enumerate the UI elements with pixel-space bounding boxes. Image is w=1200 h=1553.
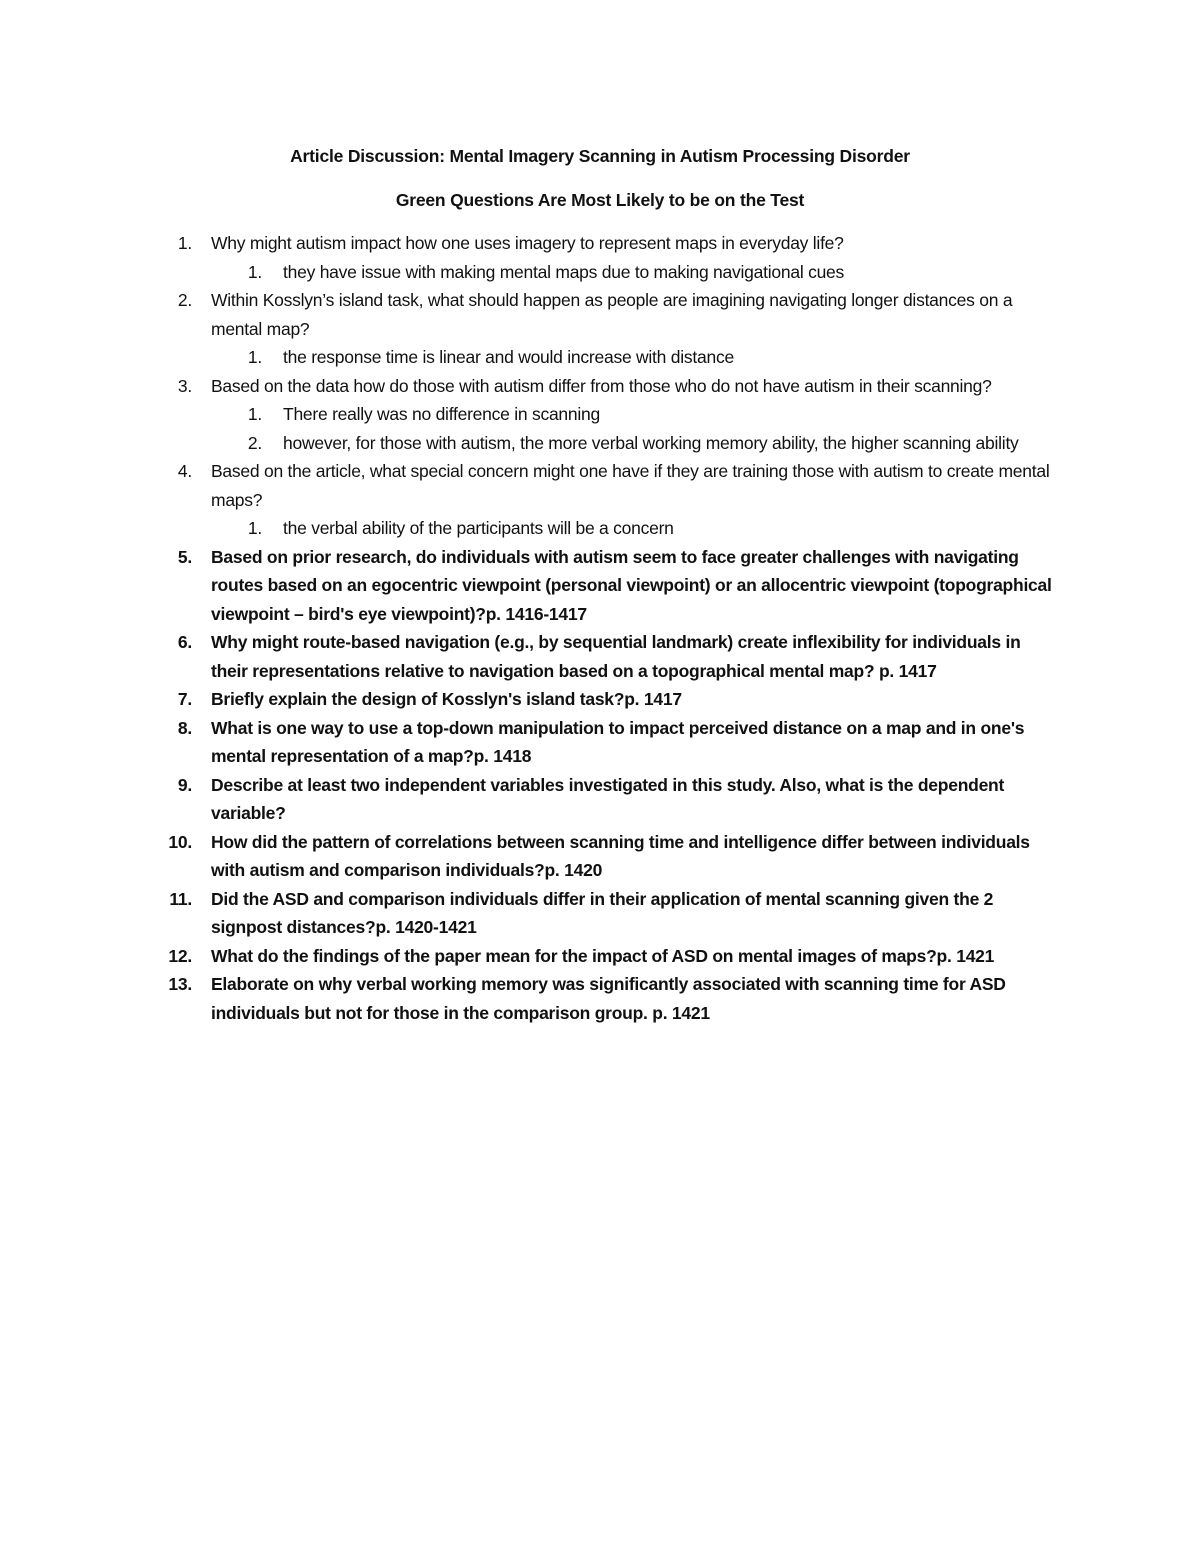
question-item xyxy=(0,885,1200,942)
question-text: What do the findings of the paper mean for the impact of ASD on mental images of maps?p. 1421 xyxy=(211,945,995,966)
question-number: 5. xyxy=(177,546,192,567)
answer-number: 1. xyxy=(247,347,262,367)
question-item xyxy=(0,286,1200,343)
answer-item xyxy=(0,258,1200,287)
question-number: 6. xyxy=(177,632,192,652)
answer-item xyxy=(0,429,1200,458)
answer-text: however, for those with autism, the more verbal working memory ability, the higher scanning ability xyxy=(283,432,1019,453)
answer-number: 1. xyxy=(247,404,262,424)
question-item xyxy=(0,714,1200,771)
question-text: Why might route-based navigation (e.g., by sequential landmark) create inflexibility for individuals in their representations relative to navigation based on a topographical mental map? p. 1417 xyxy=(211,632,1021,681)
question-item xyxy=(0,771,1200,828)
question-number: 8. xyxy=(177,717,192,738)
question-item xyxy=(0,828,1200,885)
question-number: 1. xyxy=(177,233,192,253)
question-item xyxy=(0,685,1200,714)
question-number: 7. xyxy=(177,689,192,709)
question-text: Based on the data how do those with autism differ from those who do not have autism in their scanning? xyxy=(211,375,992,396)
question-number: 9. xyxy=(177,774,192,795)
question-number: 4. xyxy=(177,461,192,481)
question-number: 2. xyxy=(177,290,192,310)
answer-text: they have issue with making mental maps due to making navigational cues xyxy=(283,261,845,282)
answer-number: 1. xyxy=(247,261,262,282)
question-item xyxy=(0,942,1200,971)
question-item xyxy=(0,970,1200,1027)
question-number: 13. xyxy=(168,974,192,994)
document-subtitle: Green Questions Are Most Likely to be on the Test xyxy=(395,190,805,210)
question-list xyxy=(0,229,1200,1027)
question-item xyxy=(0,543,1200,629)
answer-item xyxy=(0,514,1200,543)
question-text: What is one way to use a top-down manipulation to impact perceived distance on a map and in one's mental representation of a map?p. 1418 xyxy=(211,717,1025,766)
question-number: 11. xyxy=(169,888,192,909)
question-text: Briefly explain the design of Kosslyn's island task?p. 1417 xyxy=(211,689,682,709)
answer-item xyxy=(0,343,1200,372)
document-title: Article Discussion: Mental Imagery Scanning in Autism Processing Disorder xyxy=(290,146,910,166)
question-number: 12. xyxy=(168,945,192,966)
answer-number: 1. xyxy=(247,518,262,538)
question-text: Elaborate on why verbal working memory was significantly associated with scanning time for ASD individuals but not for those in the comparison group. p. 1421 xyxy=(211,974,1006,1023)
question-text: Describe at least two independent variables investigated in this study. Also, what is the dependent variable? xyxy=(211,774,1005,823)
question-text: Did the ASD and comparison individuals differ in their application of mental scanning given the 2 signpost distances?p. 1420-1421 xyxy=(211,888,994,937)
question-text: How did the pattern of correlations between scanning time and intelligence differ between individuals with autism and comparison individuals?p. 1420 xyxy=(211,831,1030,880)
question-item xyxy=(0,457,1200,514)
question-text: Based on the article, what special concern might one have if they are training those with autism to create mental maps? xyxy=(211,461,1050,510)
answer-text: the response time is linear and would increase with distance xyxy=(283,347,734,367)
question-number: 3. xyxy=(177,375,192,396)
answer-item xyxy=(0,400,1200,429)
question-text: Based on prior research, do individuals with autism seem to face greater challenges with navigating routes based on an egocentric viewpoint (personal viewpoint) or an allocentric viewpoint (topographical viewpoint – bird's eye viewpoint)?p. 1416-1417 xyxy=(211,546,1052,624)
answer-text: There really was no difference in scanning xyxy=(283,404,601,424)
question-text: Within Kosslyn’s island task, what should happen as people are imagining navigating longer distances on a mental map? xyxy=(211,290,1013,339)
question-text: Why might autism impact how one uses imagery to represent maps in everyday life? xyxy=(211,233,844,253)
question-item xyxy=(0,372,1200,401)
question-number: 10. xyxy=(168,831,192,852)
question-item xyxy=(0,628,1200,685)
question-item xyxy=(0,229,1200,258)
answer-text: the verbal ability of the participants will be a concern xyxy=(283,518,674,538)
answer-number: 2. xyxy=(247,432,262,453)
